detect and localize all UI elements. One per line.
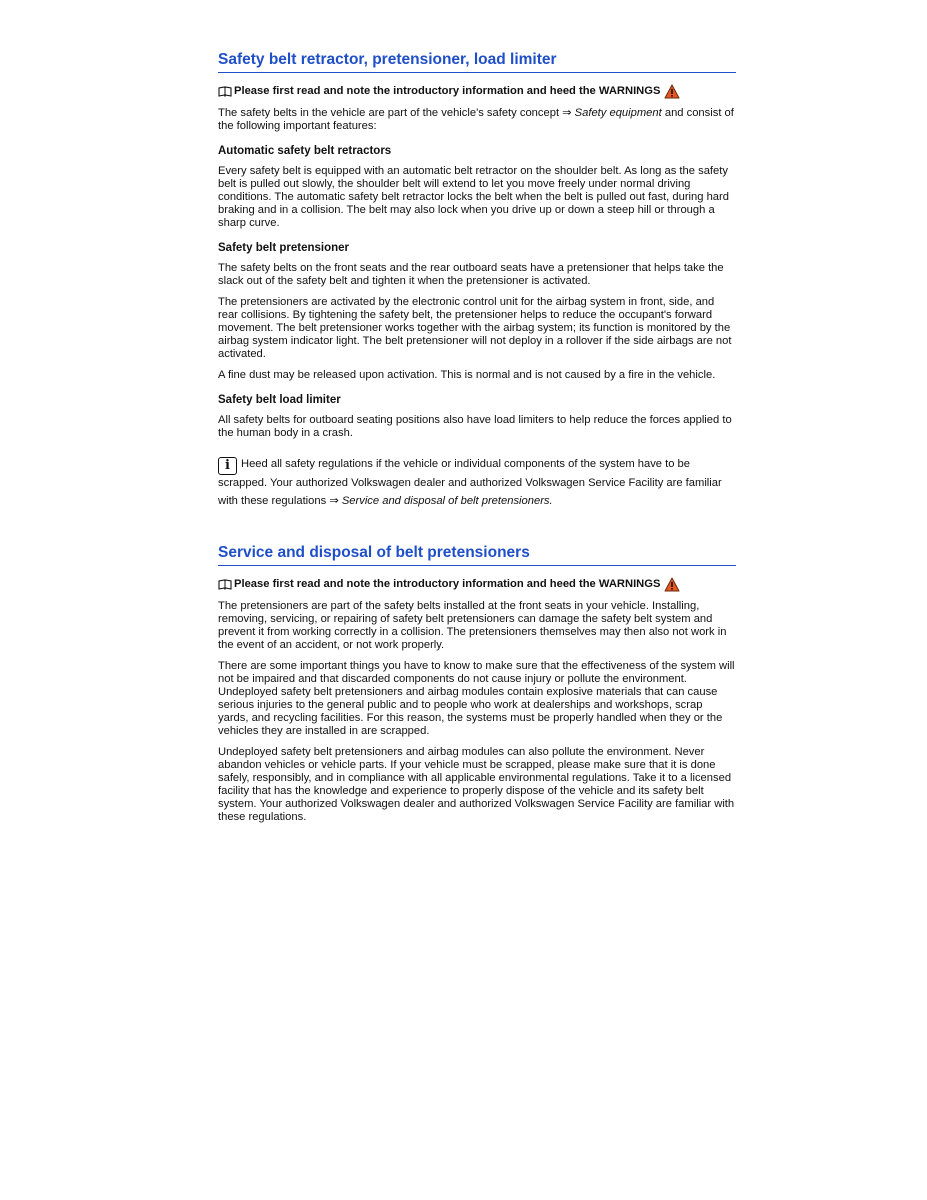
paragraph: The pretensioners are activated by the electronic control unit for the airbag system in front, side, and rear collisions. By tightening the safety belt, the pretensioner helps to reduce the occupant's forward movement. The belt pretensioner works together with the airbag system; its function is monitored by the airbag system indicator light. The belt pretensioner will not deploy in a rollover if the side airbags are not activated. — [218, 296, 732, 360]
warning-triangle-icon[interactable] — [664, 577, 680, 592]
paragraph: Every safety belt is equipped with an automatic belt retractor on the shoulder belt. As long as the safety belt is pulled out slowly, the shoulder belt will extend to let you move freely under normal driving conditions. The automatic safety belt retractor locks the belt when the belt is pulled out fast, during hard braking and in a collision. The belt may also lock when you drive up or down a steep hill or through a sharp curve. — [218, 165, 729, 229]
intro-paragraph — [218, 107, 736, 133]
paragraph: The safety belts on the front seats and the rear outboard seats have a pretensioner that helps take the slack out of the safety belt and tighten it when the pretensioner is activated. — [218, 262, 724, 287]
note-line-3 — [218, 493, 736, 510]
note-line-2: scrapped. Your authorized Volkswagen dealer and authorized Volkswagen Service Facility are familiar — [218, 477, 722, 489]
warning-triangle-icon[interactable] — [664, 84, 680, 99]
info-icon: i — [218, 457, 237, 475]
section-title: Safety belt retractor, pretensioner, load limiter — [218, 50, 736, 73]
note-text: Heed all safety regulations if the vehicle or individual components of the system have to be — [241, 458, 690, 470]
section-title: Service and disposal of belt pretensioners — [218, 543, 736, 566]
manual-page — [218, 50, 736, 824]
intro-text: Please first read and note the introductory information and heed the WARNINGS — [234, 578, 661, 590]
subheading-load-limiter: Safety belt load limiter — [218, 394, 341, 406]
paragraph: There are some important things you have to know to make sure that the effectiveness of the system will not be impaired and that discarded components do not cause injury or pollute the environment. Undeployed safety belt pretensioners and airbag modules contain explosive materials that can cause serious injuries to the general public and to people who work at dealerships and workshops, scrap yards, and recycling facilities. For this reason, the systems must be properly handled when they or the vehicles they are installed in are scrapped. — [218, 660, 735, 737]
paragraph: All safety belts for outboard seating positions also have load limiters to help reduce the forces applied to the human body in a crash. — [218, 414, 732, 439]
paragraph: The pretensioners are part of the safety belts installed at the front seats in your vehicle. Installing, removing, servicing, or repairing of safety belt pretensioners can damage the safety belt system and prevent it from working correctly in a collision. The pretensioners themselves may then also not work in the event of an accident, or not work properly. — [218, 600, 727, 651]
intro-line — [218, 576, 736, 592]
book-icon — [218, 86, 232, 97]
safety-equipment-link[interactable]: Safety equipment — [574, 107, 662, 119]
section-belt-retractor — [218, 50, 736, 510]
note-line-1 — [218, 456, 736, 475]
intro-para-text-end: and consist of the following important features: — [218, 107, 734, 132]
book-icon — [218, 579, 232, 590]
subheading-retractors: Automatic safety belt retractors — [218, 145, 392, 157]
intro-para-text: The safety belts in the vehicle are part of the vehicle's safety concept ⇒ — [218, 107, 575, 119]
paragraph: Undeployed safety belt pretensioners and airbag modules can also pollute the environment. Never abandon vehicles or vehicle parts. If your vehicle must be scrapped, please make sure that it is done safely, responsibly, and in compliance with all applicable environmental regulations. Take it to a licensed facility that has the knowledge and experience to properly dispose of the vehicle and its safety belt system. Your authorized Volkswagen dealer and authorized Volkswagen Service Facility are familiar with these regulations. — [218, 746, 735, 823]
info-note — [218, 456, 736, 510]
intro-line — [218, 83, 736, 99]
note-text-end: with these regulations ⇒ — [218, 495, 342, 507]
service-disposal-link[interactable]: Service and disposal of belt pretensioners. — [341, 495, 553, 507]
paragraph: A fine dust may be released upon activation. This is normal and is not caused by a fire in the vehicle. — [218, 369, 716, 381]
subheading-pretensioner: Safety belt pretensioner — [218, 242, 350, 254]
section-service-disposal — [218, 543, 736, 824]
intro-text: Please first read and note the introductory information and heed the WARNINGS — [234, 85, 661, 97]
